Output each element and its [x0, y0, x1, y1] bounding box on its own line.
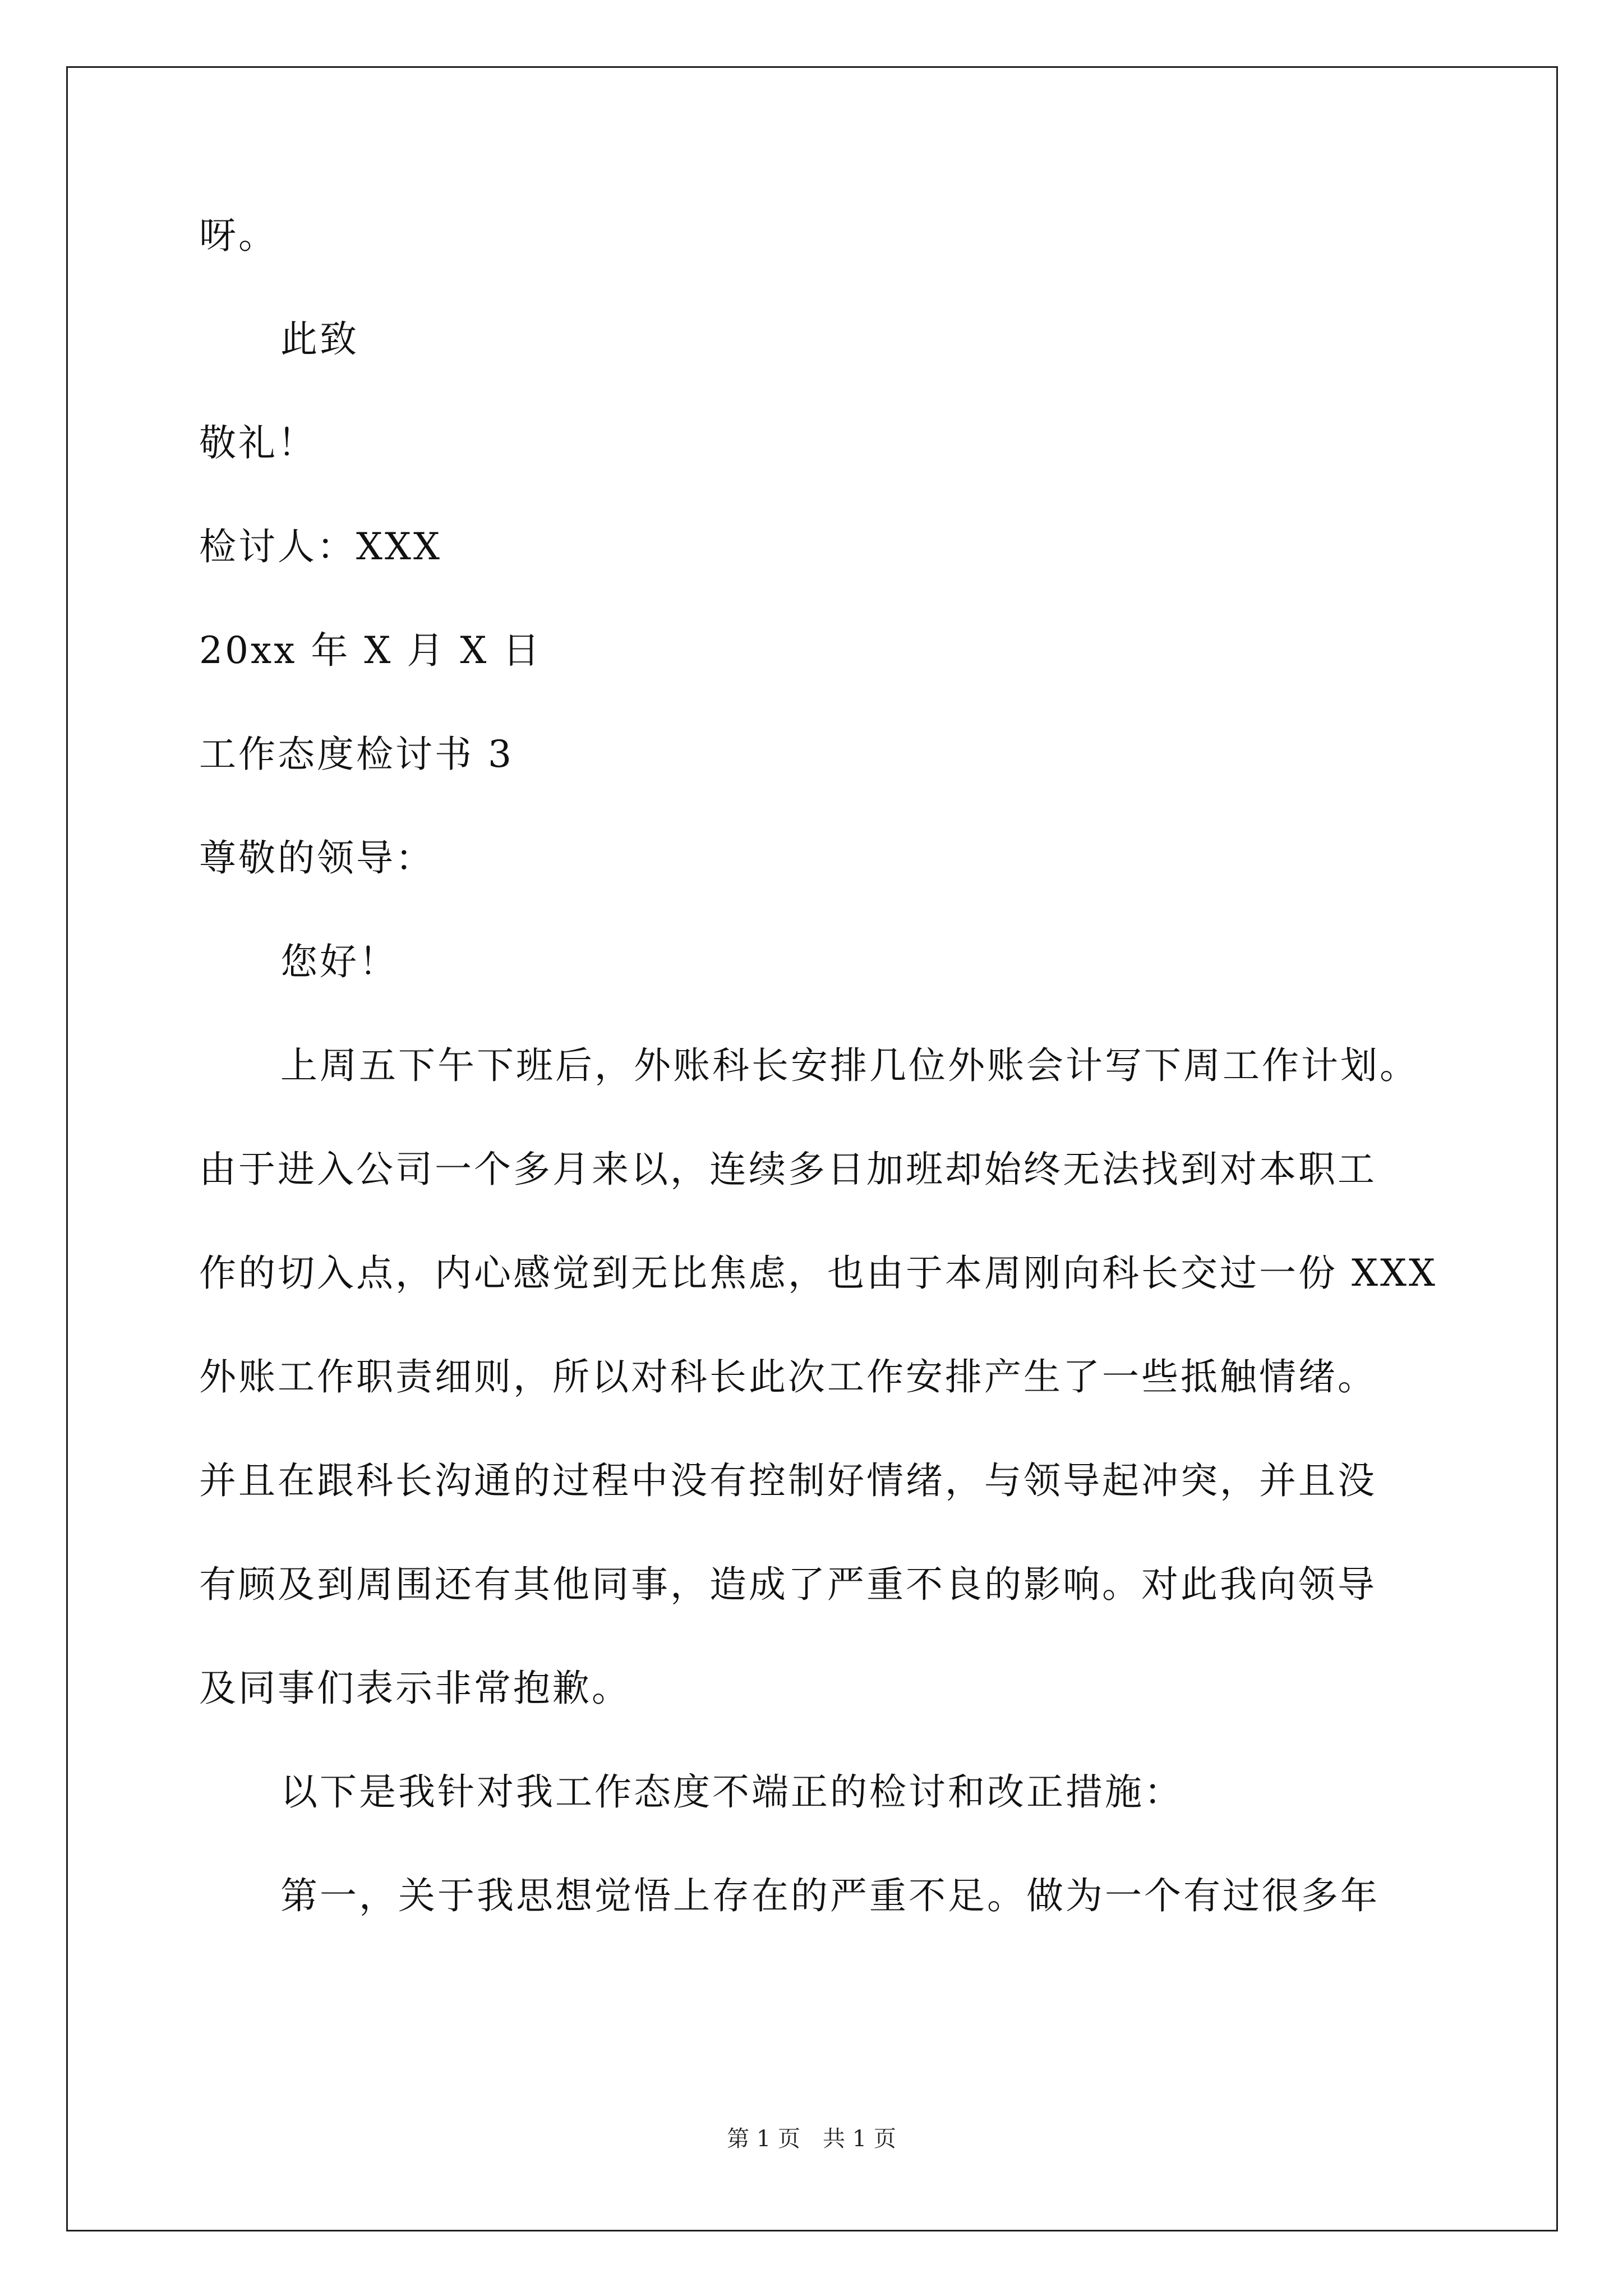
- paragraph-line: 第一，关于我思想觉悟上存在的严重不足。做为一个有过很多年: [280, 1874, 1380, 1917]
- signer-line: 检讨人：XXX: [199, 525, 442, 568]
- paragraph-line: 并且在跟科长沟通的过程中没有控制好情绪，与领导起冲突，并且没: [199, 1459, 1377, 1502]
- paragraph-line: 有顾及到周围还有其他同事，造成了严重不良的影响。对此我向领导: [199, 1563, 1377, 1606]
- paragraph-line: 上周五下午下班后，外账科长安排几位外账会计写下周工作计划。: [280, 1044, 1419, 1087]
- page-number-footer: 第 1 页 共 1 页: [727, 2126, 896, 2152]
- date-line: 20xx 年 X 月 X 日: [199, 629, 542, 672]
- paragraph-line: 作的切入点，内心感觉到无比焦虑，也由于本周刚向科长交过一份 XXX: [199, 1251, 1437, 1295]
- paragraph-line: 外账工作职责细则，所以对科长此次工作安排产生了一些抵触情绪。: [199, 1355, 1377, 1398]
- greeting-line: 您好！: [280, 940, 398, 983]
- section-title: 工作态度检讨书 3: [199, 733, 514, 776]
- closing-line: 此致: [280, 318, 359, 361]
- text-line: 呀。: [199, 214, 278, 257]
- addressee-line: 尊敬的领导：: [199, 836, 435, 880]
- salutation-line: 敬礼！: [199, 421, 317, 464]
- paragraph-line: 及同事们表示非常抱歉。: [199, 1667, 631, 1710]
- paragraph-line: 由于进入公司一个多月来以，连续多日加班却始终无法找到对本职工: [199, 1148, 1377, 1191]
- paragraph-line: 以下是我针对我工作态度不端正的检讨和改正措施：: [280, 1770, 1183, 1814]
